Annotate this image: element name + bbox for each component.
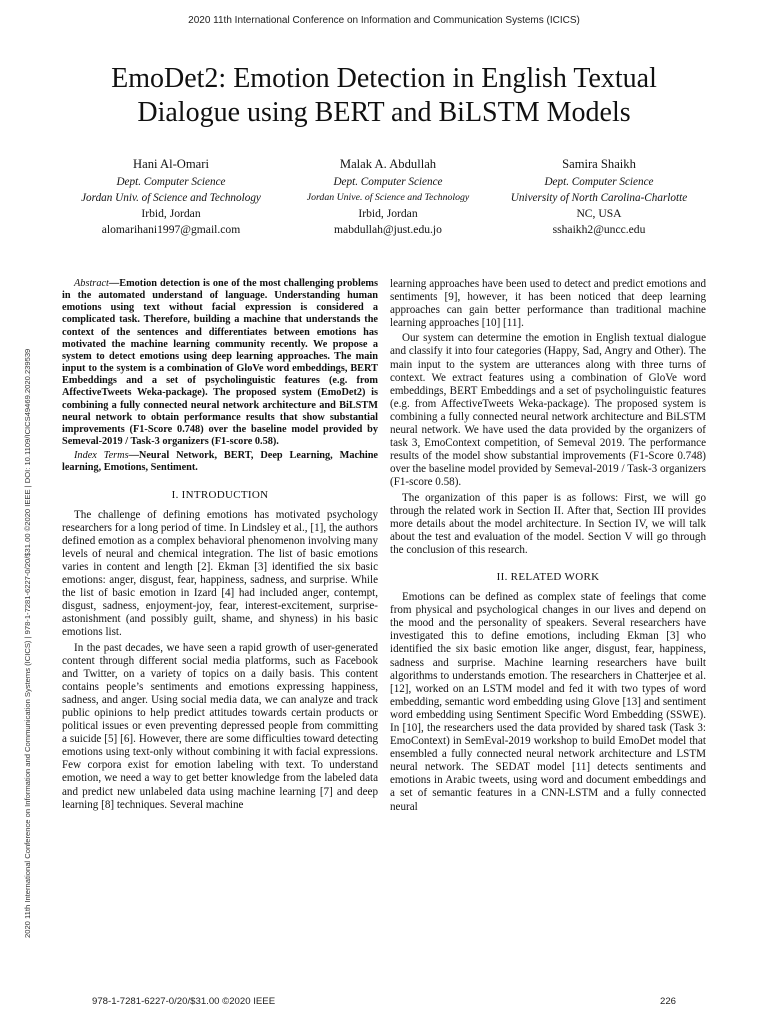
author-dept: Dept. Computer Science [116,176,226,188]
abstract-label: Abstract [74,278,109,289]
author-dept: Dept. Computer Science [333,176,443,188]
abstract-paragraph [62,278,378,448]
author-block-1 [66,156,276,238]
author-location: Irbid, Jordan [358,207,418,220]
intro-paragraph-2-continued: learning approaches have been used to detect and predict emotions and sentiments [9], however, it has been noticed that deep learning approaches can gain better performance than traditional machine learning approaches [10] [11]. [390,278,706,330]
author-affiliation: Jordan Unive. of Science and Technology [306,192,470,203]
footer-copyright: 978-1-7281-6227-0/20/$31.00 ©2020 IEEE [92,996,276,1007]
author-email: sshaikh2@uncc.edu [552,223,646,236]
index-terms-label: Index Terms [74,450,129,462]
author-dept: Dept. Computer Science [544,176,654,188]
author-name: Hani Al-Omari [133,157,209,171]
abstract-text: —Emotion detection is one of the most challenging problems in the automated understand of language. Understanding human emotions using text without facial expression is considered a complicated task. Therefore, building a machine that understands the context of the sentences and differentiates between emotions has motivated the machine learning community recently. We propose a system to detect emotions using deep learning approaches. The main input to the system is a combination of GloVe word embeddings, BERT Embeddings and a set of psycholinguistic features (e.g. from AffectiveTweets Weka-package). The proposed system (EmoDet2) is combining a fully connected neural network architecture and BiLSTM neural network to obtain performance results that show substantial improvements (F1-Score 0.748) over the baseline model provided by Semeval-2019 / Task-3 organizers (F1-score 0.58). [62,278,378,448]
author-block-2 [288,156,488,238]
left-column [62,278,378,814]
author-affiliation: Jordan Univ. of Science and Technology [81,192,261,204]
intro-paragraph-1: The challenge of defining emotions has motivated psychology researchers for a long period of time. In Lindsley et al., [1], the authors defined emotion as a complex behavioral phenomenon involving many levels of neural and chemical integration. The list of basic emotions varies in content and length [2]. Ekman [3] identified the six basic emotions: anger, disgust, fear, happiness, sadness, and surprise. While the list of basic emotion in Izard [4] had included anger, contempt, disgust, sadness, enjoyment-joy, fear, interest-excitement, surprise-astonishment (and possibly guilt, shame, and shyness) in his basic emotions list. [62,508,378,639]
title-line-1: EmoDet2: Emotion Detection in English Textual [111,63,657,94]
author-block-3 [494,156,704,238]
related-work-paragraph-1: Emotions can be defined as complex state of feelings that come from physical and psychological changes in our lives and depend on the mood and the personality of speakers. Several researchers have investigated this to define emotions, including Ekman [3] who identified the six basic emotion like anger, disgust, fear, happiness, sadness and surprise. Machine learning researchers have built algorithms to understands emotion. The researchers in Chatterjee et al. [12], worked on an LSTM model and fed it with two types of word embedding, semantic word embedding using Glove [13] and sentiment word embedding using Sentiment Specific Word Embedding (SSWE). In [10], the researchers used the data provided by shared task (Task 3: EmoContext) in SemEval-2019 workshop to build EmoDet model that ensembled a fully connected neural network architecture and LSTM neural network. The SEDAT model [11] detects sentiments and emotions in Arabic tweets, using word and document embeddings and a set of semantic features in a CNN-LSTM and a fully connected neural [390,591,706,813]
author-email: mabdullah@just.edu.jo [334,223,442,236]
author-affiliation: University of North Carolina-Charlotte [510,192,688,204]
page-number: 226 [660,996,677,1007]
title-line-2: Dialogue using BERT and BiLSTM Models [137,97,631,128]
author-name: Malak A. Abdullah [339,157,437,171]
section-heading-introduction: I. INTRODUCTION [171,488,269,501]
intro-paragraph-2: In the past decades, we have seen a rapid growth of user-generated content through different social media platforms, such as Facebook and Twitter, on a variety of topics on a daily basis. This content contains people’s sentiments and emotions expressing happiness, sadness, and anger. Using social media data, we can analyze and track public opinions to help predict attitudes towards certain products or political issues or even preventing depressed people from committing a suicide [5] [6]. However, there are some difficulties toward detecting emotions using text-only without combining it with facial expressions. Few corpora exist for emotion labeling with text. To understand emotion, we need a way to get better knowledge from the labeled data and predict new unlabeled data using machine learning [7] and deep learning [8] techniques. Several machine [62,641,378,811]
paper-title [40,62,728,130]
author-location: Irbid, Jordan [141,207,201,220]
author-name: Samira Shaikh [562,157,636,171]
section-heading-related-work: II. RELATED WORK [496,570,600,583]
author-location: NC, USA [576,207,622,220]
intro-paragraph-3: Our system can determine the emotion in English textual dialogue and classify it into four categories (Happy, Sad, Angry and Other). The main input to the system are utterances along with three turns of context. We extract features using a combination of GloVe word embeddings, BERT Embeddings and a set of psycholinguistic features (e.g. from AffectiveTweets Weka-package). The proposed system is combining a fully connected neural network architecture and BiLSTM neural network. We have used the data provided by the organizers of task 3, EmoContext competition, of Semeval 2019. The performance results of the model show substantial improvements (F1-Score 0.748) over the baseline model provided by Semeval-2019 / Task-3 organizers (F1-score 0.58). [390,332,706,489]
intro-paragraph-4: The organization of this paper is as follows: First, we will go through the related work in Section II. After that, Section III provides more details about the model architecture. In Section IV, we will talk about the test and evaluation of the model. Section V will go through the conclusion of this research. [390,491,706,556]
author-email: alomarihani1997@gmail.com [101,223,241,236]
index-terms-text: —Neural Network, BERT, Deep Learning, Machine learning, Emotions, Sentiment. [62,450,378,474]
side-identifier-text: 2020 11th International Conference on Information and Communication Systems (ICICS) | 978-1-7281-6227-0/20/$31.00 ©2020 IEEE | DOI: 10.1109/ICICS49469.2020.239539 [23,348,32,938]
right-column [390,278,706,816]
conference-header: 2020 11th International Conference on Information and Communication Systems (ICICS) [188,15,580,26]
index-terms-paragraph [62,450,378,474]
